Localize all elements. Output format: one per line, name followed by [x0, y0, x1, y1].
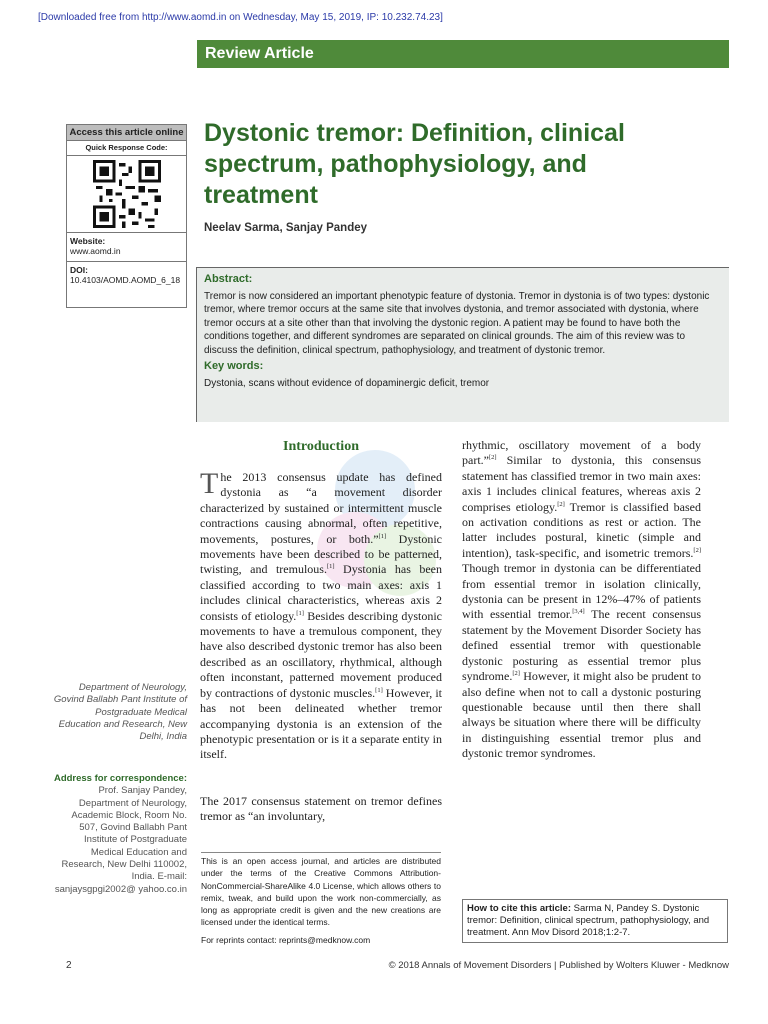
website-label: Website:	[70, 236, 106, 246]
affiliation: Department of Neurology, Govind Ballabh Pant Institute of Postgraduate Medical Education and Research, New Delhi, India	[53, 682, 187, 743]
reference[interactable]: [2]	[512, 670, 520, 678]
abstract-text: Tremor is now considered an important phenotypic feature of dystonia. Tremor in dystonia is of two types: dystonic tremor, where tremor occurs at the same site that involves dystonia, and tremor associated with dystonia, where tremor occurs at a site other than that involving the dystonic region. A patient may be found to have both the conditions together, and different syndromes are separated on clinical grounds. The aim of this review was to discuss the definition, clinical spectrum, pathophysiology, and treatment of dystonic tremor.	[204, 291, 710, 356]
doi-info	[67, 262, 186, 288]
correspondence-label: Address for correspondence:	[53, 773, 187, 784]
citation-box	[462, 899, 728, 943]
doi-label: DOI:	[70, 265, 88, 275]
page-number: 2	[66, 960, 72, 971]
abstract-heading: Abstract:	[204, 273, 253, 285]
download-note: [Downloaded free from http://www.aomd.in on Wednesday, May 15, 2019, IP: 10.232.74.23]	[38, 12, 443, 23]
keywords-text: Dystonia, scans without evidence of dopaminergic deficit, tremor	[204, 378, 490, 390]
footer-publisher: © 2018 Annals of Movement Disorders | Published by Wolters Kluwer - Medknow	[388, 960, 729, 971]
reprints-contact: For reprints contact: reprints@medknow.com	[201, 935, 371, 945]
abstract-box	[196, 267, 729, 422]
license-note: This is an open access journal, and articles are distributed under the terms of the Creative Commons Attribution-NonCommercial-ShareAlike 4.0 License, which allows others to remix, tweak, and build upon the work non-commercially, as long as appropriate credit is given and the new creations are licensed under the identical terms.	[201, 852, 441, 929]
access-box	[66, 124, 187, 308]
doi-value: 10.4103/AOMD.AOMD_6_18	[70, 275, 181, 285]
website-info	[67, 233, 186, 262]
correspondence-text: Prof. Sanjay Pandey, Department of Neurology, Academic Block, Room No. 507, Govind Ballabh Pant Institute of Postgraduate Medical Education and Research, New Delhi 110002, India. E-mail: sanjaysgpgi2002@ yahoo.co.in	[54, 785, 187, 895]
section-banner: Review Article	[197, 40, 729, 68]
correspondence-address	[52, 773, 187, 896]
drop-cap: T	[200, 467, 219, 500]
introduction-heading: Introduction	[283, 439, 359, 454]
qr-label: Quick Response Code:	[67, 141, 186, 156]
body-column-left	[200, 467, 443, 763]
reference[interactable]: [2]	[557, 500, 565, 508]
article-authors: Neelav Sarma, Sanjay Pandey	[204, 222, 368, 234]
reference[interactable]: [1]	[326, 563, 335, 571]
reference[interactable]: [1]	[375, 686, 383, 694]
keywords-heading: Key words:	[204, 360, 264, 373]
body-column-right: rhythmic, oscillatory movement of a body part.”[2] Similar to dystonia, this consensus statement has classified tremor in two main axes: axis 1 includes clinical features, whereas axis 2 comprises etiology.[2] Tremor is classified based on activation conditions as rest or action. The latter includes postural, kinetic (simple and intention), task-specific, and isometric tremors.[2] Though tremor in dystonia can be differentiated from essential tremor in isolation clinically, dystonia can be present in 12%–47% of patients with essential tremor.[3,4] The recent consensus statement by the Movement Disorder Society has defined essential tremor with questionable dystonic posturing as essential tremor plus syndrome.[2] However, it might also be prudent to also define when not to call a dystonic posturing questionable because until then there shall always be situation where there will be difficulty in distinguishing essential tremor plus and dystonic tremor syndromes.	[462, 438, 701, 761]
reference[interactable]: [2]	[488, 454, 497, 462]
article-title: Dystonic tremor: Definition, clinical spectrum, pathophysiology, and treatment	[204, 119, 625, 209]
reference[interactable]: [1]	[378, 532, 387, 540]
website-link[interactable]: www.aomd.in	[70, 246, 121, 256]
reference[interactable]: [2]	[693, 546, 701, 554]
citation-text: Sarma N, Pandey S. Dystonic tremor: Definition, clinical spectrum, pathophysiology, and treatment. Ann Mov Disord 2018;1:2-7.	[467, 903, 710, 939]
intro-paragraph-1: The 2013 consensus update has defined dystonia as “a movement disorder characterized by sustained or intermittent muscle contractions causing abnormal, often repetitive, movements, postures, or both.”[1] Dystonic movements have been described to be patterned, twisting, and tremulous.[1] Dystonia has been classified according to two main axes: axis 1 includes clinical characteristics, whereas axis 2 consists of etiology.[1] Besides describing dystonic movements to have a tremulous component, they have also described dystonic tremor has also been described as an oscillatory, rhythmical, although often inconstant, patterned movement produced by contractions of dystonic muscles.[1] However, it has not been delineated whether tremor accompanying dystonia is an extension of the phenotypic presentation or is it a separate entity in itself.	[200, 467, 443, 762]
intro-paragraph-2: The 2017 consensus statement on tremor defines tremor as “an involuntary,	[200, 794, 442, 824]
qr-code-icon	[67, 156, 186, 233]
citation-label: How to cite this article:	[467, 903, 571, 914]
reference[interactable]: [3,4]	[572, 608, 585, 616]
reference[interactable]: [1]	[296, 609, 304, 617]
access-header: Access this article online	[67, 125, 186, 141]
